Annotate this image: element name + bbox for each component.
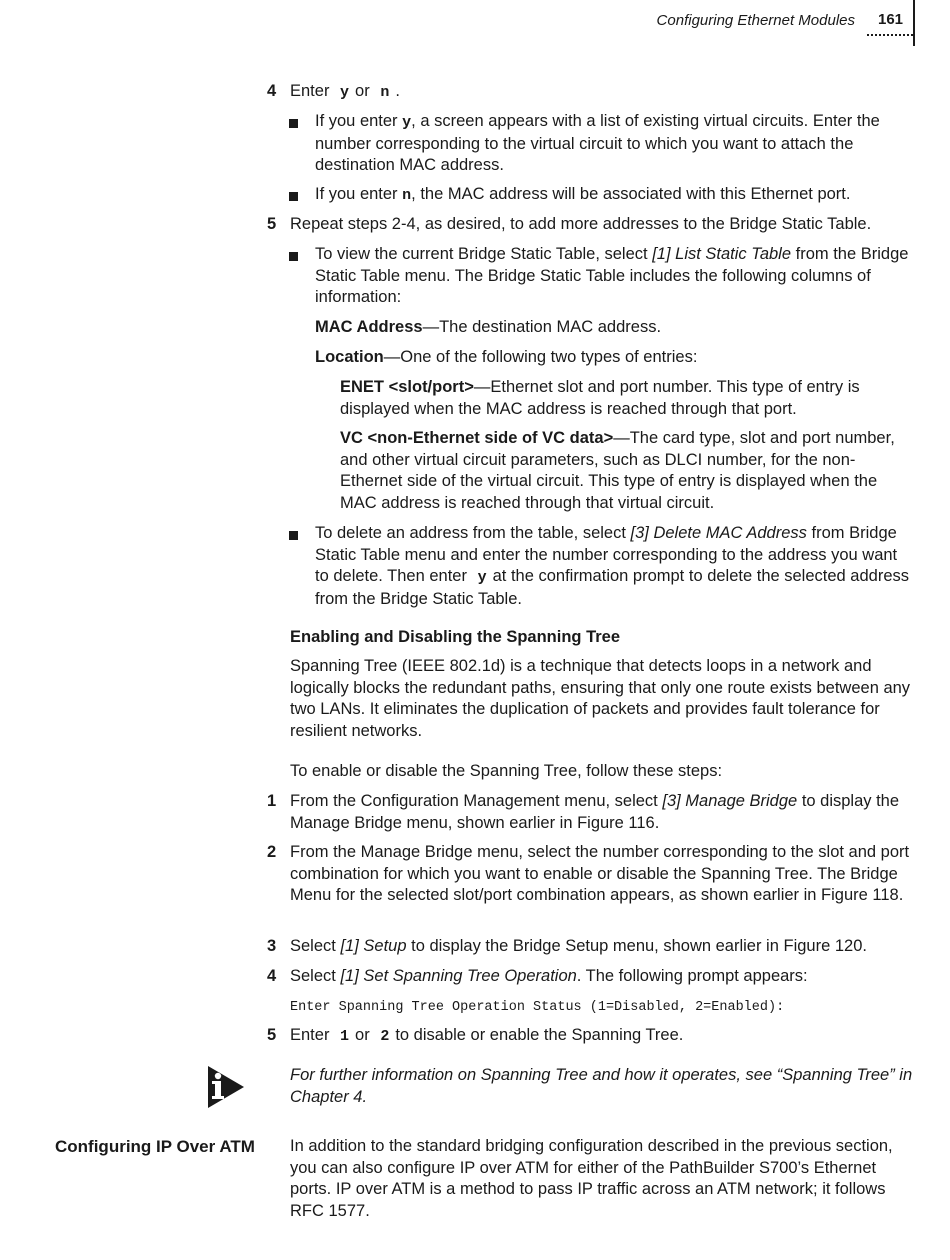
header-rule [913,0,915,46]
step-text: Select [1] Set Spanning Tree Operation. The following prompt appears: [290,967,808,985]
info-icon [206,1064,246,1110]
section-text: In addition to the standard bridging configuration described in the previous section, you can also configure IP over ATM for either of the PathBuilder S700’s Ethernet ports. IP over ATM is a method to pass IP traffic across an ATM network; it follows RFC 1577. [290,1137,893,1220]
key-y: y [477,569,487,586]
key-y: y [402,114,412,131]
section-lead: To enable or disable the Spanning Tree, follow these steps: [290,762,723,780]
step-text: From the Manage Bridge menu, select the number corresponding to the slot and port combination for which you want to enable or disable the Spanning Tree. The Bridge Menu for the selected slot/port combination appears, as shown earlier in Figure 118. [290,843,910,904]
step-number: 4 [267,82,277,100]
key-1: 1 [340,1028,350,1045]
step-text: Repeat steps 2-4, as desired, to add more addresses to the Bridge Static Table. [290,215,872,233]
step-number: 4 [267,967,277,985]
step-number: 5 [267,215,277,233]
note-text: For further information on Spanning Tree and how it operates, see “Spanning Tree” in Chapter 4. [290,1066,913,1106]
bullet-icon [289,252,298,261]
definition-vc: VC <non-Ethernet side of VC data>—The card type, slot and port number, and other virtual circuit parameters, such as DLCI number, for the non-Ethernet side of the virtual circuit. This type of entry is displayed when the MAC address is reached through that virtual circuit. [340,429,895,512]
definition-enet: ENET <slot/port>—Ethernet slot and port number. This type of entry is displayed when the MAC address is reached through that port. [340,378,860,418]
side-heading: Configuring IP Over ATM [55,1137,255,1156]
step-text: Enter y or n . [290,82,400,101]
key-n: n [402,187,412,204]
bullet-icon [289,531,298,540]
key-2: 2 [380,1028,390,1045]
step-number: 2 [267,843,277,861]
bullet-text: To view the current Bridge Static Table, select [1] List Static Table from the Bridge Static Table menu. The Bridge Static Table includes the following columns of information: [315,245,909,306]
prompt-text: Enter Spanning Tree Operation Status (1=Disabled, 2=Enabled): [290,1000,785,1015]
running-header: Configuring Ethernet Modules [656,12,855,29]
definition-location: Location—One of the following two types of entries: [315,348,698,366]
section-heading: Enabling and Disabling the Spanning Tree [290,628,621,646]
page-number: 161 [878,11,904,28]
step-text: Select [1] Setup to display the Bridge Setup menu, shown earlier in Figure 120. [290,937,867,955]
header-dotted-line [867,34,913,36]
step-number: 5 [267,1026,277,1044]
step-number: 3 [267,937,277,955]
bullet-icon [289,119,298,128]
bullet-text: To delete an address from the table, select [3] Delete MAC Address from Bridge Static Table menu and enter the number corresponding to the address you want to delete. Then enter y at the confirmation prompt to delete the selected address from the Bridge Static Table. [315,524,910,608]
step-text: Enter 1 or 2 to disable or enable the Spanning Tree. [290,1026,684,1045]
key-y: y [340,84,350,101]
step-text: From the Configuration Management menu, select [3] Manage Bridge to display the Manage Bridge menu, shown earlier in Figure 116. [290,792,900,832]
section-intro: Spanning Tree (IEEE 802.1d) is a technique that detects loops in a network and logically blocks the redundant paths, ensuring that only one route exists between any two LANs. It eliminates the duplication of packets and provides fault tolerance for resilient networks. [290,657,911,740]
definition-mac-address: MAC Address—The destination MAC address. [315,318,662,336]
key-n: n [380,84,390,101]
bullet-text: If you enter y, a screen appears with a list of existing virtual circuits. Enter the number corresponding to the virtual circuit to which you want to attach the destination MAC address. [315,112,880,174]
bullet-icon [289,192,298,201]
bullet-text: If you enter n, the MAC address will be associated with this Ethernet port. [315,185,851,204]
step-number: 1 [267,792,277,810]
